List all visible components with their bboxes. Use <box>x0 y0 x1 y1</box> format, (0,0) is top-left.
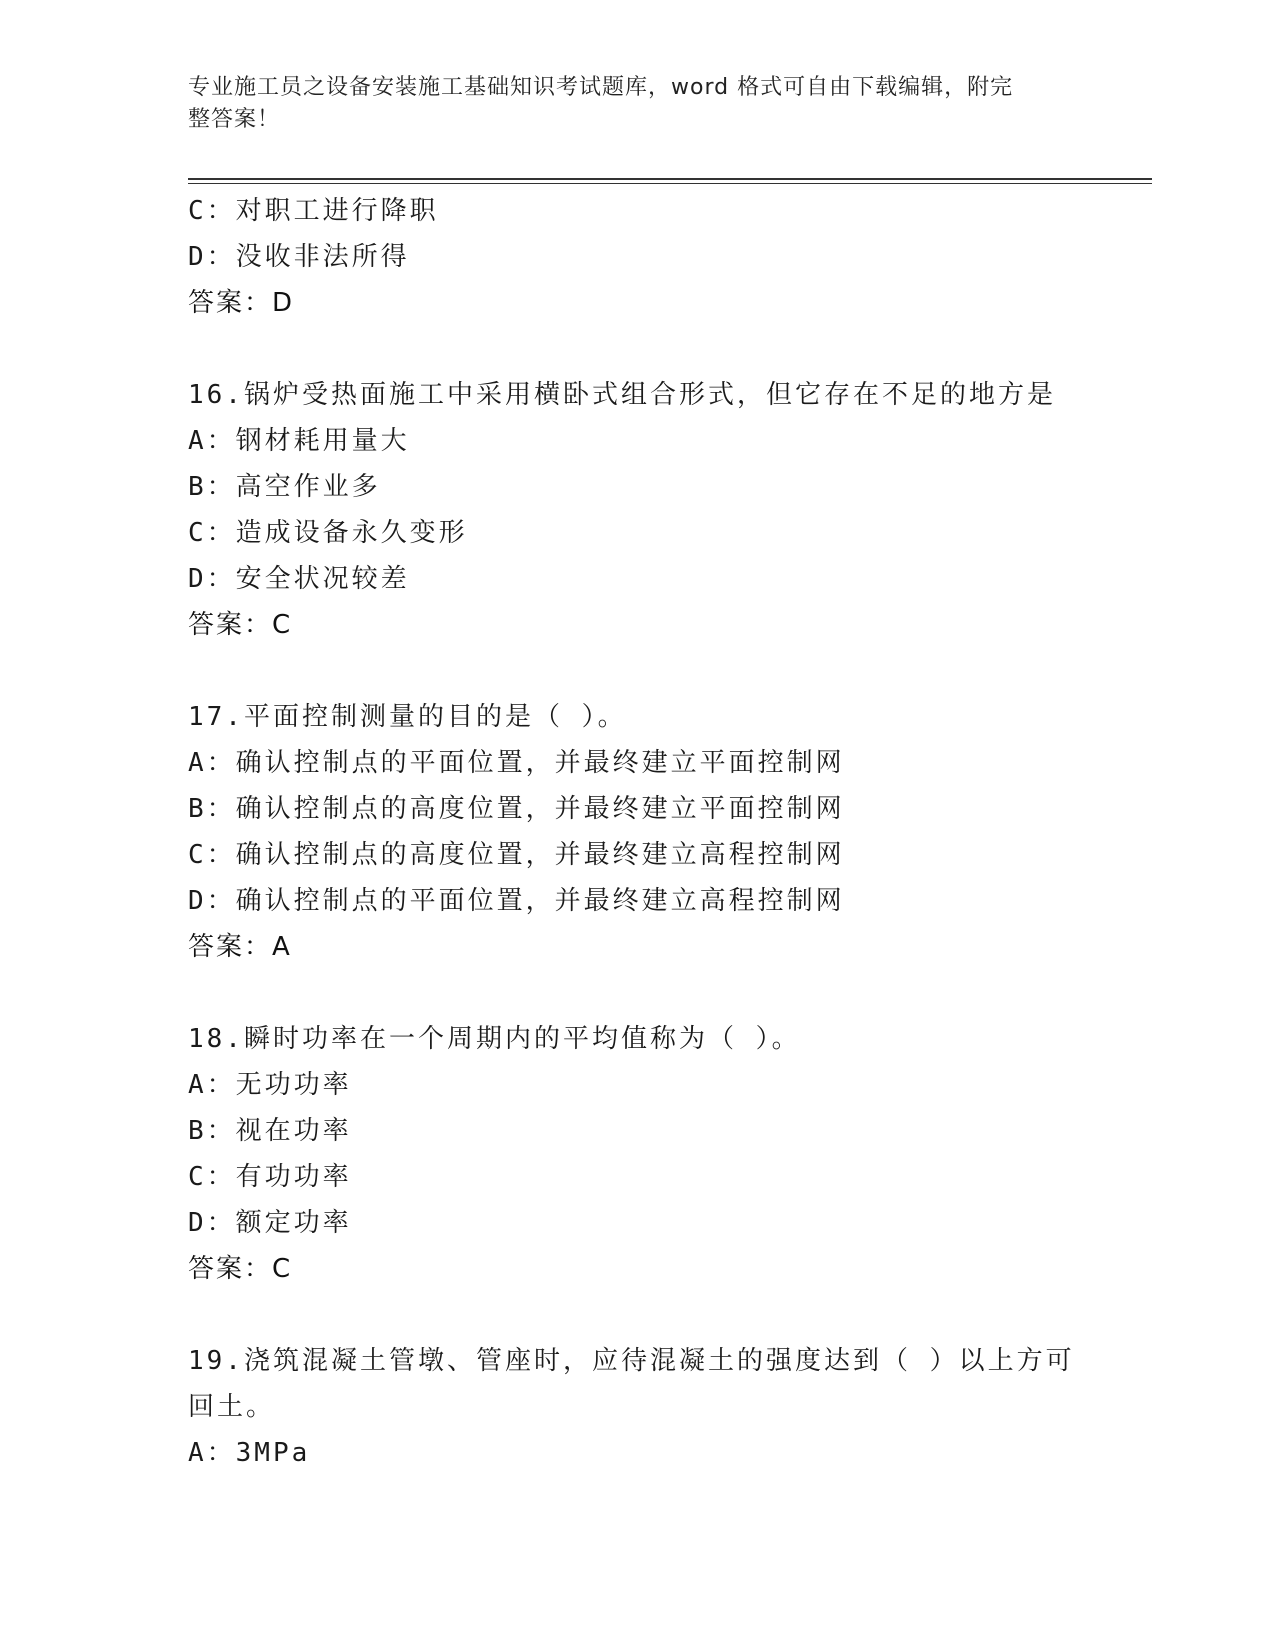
document-header <box>188 72 1068 136</box>
question-text-line-1: 19.浇筑混凝土管墩、管座时，应待混凝土的强度达到（ ）以上方可 <box>188 1346 1075 1376</box>
question-list <box>188 188 1088 1476</box>
question-text: 18.瞬时功率在一个周期内的平均值称为（ ）。 <box>188 1024 801 1054</box>
option-d: D：安全状况较差 <box>188 564 410 594</box>
header-line-2: 整答案！ <box>188 107 281 132</box>
option-c: C：有功功率 <box>188 1162 352 1192</box>
option-c: C：对职工进行降职 <box>188 196 439 226</box>
question-15 <box>188 188 1088 326</box>
question-text: 17.平面控制测量的目的是（ ）。 <box>188 702 627 732</box>
answer: 答案：C <box>188 1254 293 1284</box>
option-a: A：确认控制点的平面位置，并最终建立平面控制网 <box>188 748 845 778</box>
option-d: D：没收非法所得 <box>188 242 410 272</box>
question-19 <box>188 1338 1088 1476</box>
header-divider-thick <box>188 178 1152 180</box>
header-line-1: 专业施工员之设备安装施工基础知识考试题库，word 格式可自由下载编辑，附完 <box>188 75 1014 100</box>
question-17 <box>188 694 1088 970</box>
question-text: 16.锅炉受热面施工中采用横卧式组合形式，但它存在不足的地方是 <box>188 380 1056 410</box>
option-a: A：无功功率 <box>188 1070 352 1100</box>
option-a: A：3MPa <box>188 1438 311 1468</box>
question-18 <box>188 1016 1088 1292</box>
spacer <box>188 648 1088 694</box>
answer: 答案：D <box>188 288 295 318</box>
option-b: B：确认控制点的高度位置，并最终建立平面控制网 <box>188 794 845 824</box>
option-b: B：视在功率 <box>188 1116 352 1146</box>
question-text-line-2: 回土。 <box>188 1392 276 1422</box>
option-b: B：高空作业多 <box>188 472 381 502</box>
answer: 答案：A <box>188 932 292 962</box>
question-16 <box>188 372 1088 648</box>
header-divider-thin <box>188 183 1152 184</box>
spacer <box>188 970 1088 1016</box>
spacer <box>188 1292 1088 1338</box>
option-d: D：确认控制点的平面位置，并最终建立高程控制网 <box>188 886 845 916</box>
answer: 答案：C <box>188 610 293 640</box>
spacer <box>188 326 1088 372</box>
option-a: A：钢材耗用量大 <box>188 426 410 456</box>
option-d: D：额定功率 <box>188 1208 352 1238</box>
option-c: C：造成设备永久变形 <box>188 518 468 548</box>
option-c: C：确认控制点的高度位置，并最终建立高程控制网 <box>188 840 845 870</box>
